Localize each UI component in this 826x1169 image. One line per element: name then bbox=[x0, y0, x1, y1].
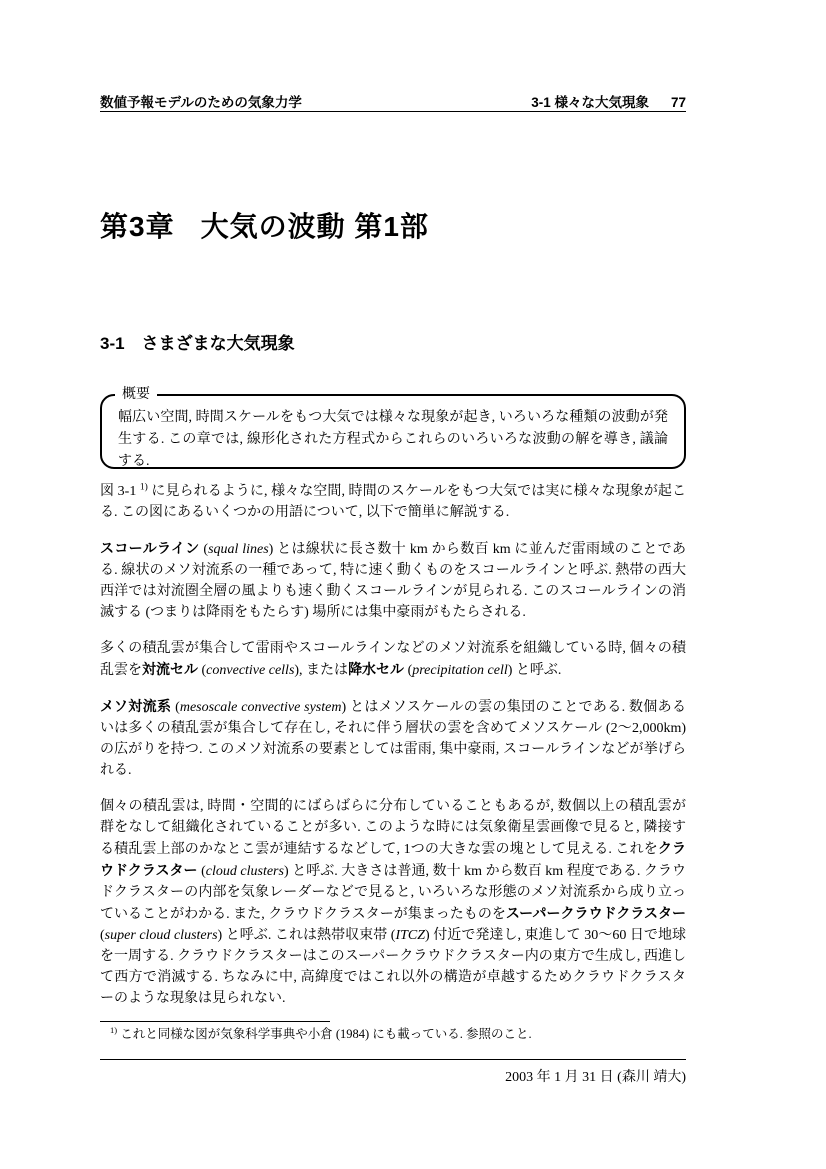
header-right-group bbox=[531, 91, 686, 111]
overview-box-text: 幅広い空間, 時間スケールをもつ大気では様々な現象が起き, いろいろな種類の波動が発生する. この章では, 線形化された方程式からこれらのいろいろな波動の解を導き, 議論する. bbox=[118, 410, 668, 469]
section-title-text: さまざまな大気現象 bbox=[141, 334, 295, 353]
chapter-title-text: 大気の波動 第1部 bbox=[200, 211, 429, 242]
body-text bbox=[100, 481, 686, 1024]
section-number: 3-1 bbox=[100, 334, 125, 353]
chapter-number: 第3章 bbox=[100, 211, 175, 242]
paragraph-convective-cell: 多くの積乱雲が集合して雷雨やスコールラインなどのメソ対流系を組織している時, 個々の積乱雲を対流セル (convective cells), または降水セル (precipitation cell) と呼ぶ. bbox=[100, 641, 686, 678]
header-book-title: 数値予報モデルのための気象力学 bbox=[100, 95, 302, 110]
footnote bbox=[100, 1026, 686, 1043]
page-footer bbox=[100, 1066, 686, 1086]
paragraph-intro: 図 3-1 $^{1)}$ に見られるように, 様々な空間, 時間のスケールをもつ大気では実に様々な現象が起こる. この図にあるいくつかの用語について, 以下で簡単に解説する. bbox=[100, 482, 686, 520]
footnote-rule bbox=[100, 1021, 330, 1022]
footer-date-author: 2003 年 1 月 31 日 (森川 靖大) bbox=[505, 1070, 686, 1085]
paragraph-cloud-cluster: 個々の積乱雲は, 時間・空間的にばらばらに分布していることもあるが, 数個以上の積乱雲が群をなして組織化されていることが多い. このような時には気象衛星雲画像で見ると, 隣接する積乱雲上部のかなとこ雲が連結するなどして, 1つの大きな雲の塊として見える. これをクラウドクラスター (cloud clusters) と呼ぶ. 大きさは普通, 数十 km から数百 km 程度である. クラウドクラスターの内部を気象レーダーなどで見ると, いろいろな形態のメソ対流系から成り立っていることがわかる. また, クラウドクラスターが集まったものをスーパークラウドクラスター (super cloud clusters) と呼ぶ. これは熱帯収束帯 (ITCZ) 付近で発達し, 東進して 30〜60 日で地球を一周する. クラウドクラスターはこのスーパークラウドクラスター内の東方で生成し, 西進して西方で消滅する. ちなみに中, 高緯度ではこれ以外の構造が卓越するためクラウドクラスターのような現象は見られない. bbox=[100, 799, 687, 1006]
page-header bbox=[100, 91, 686, 111]
paragraph-squall-line: スコールライン (squal lines) とは線状に長さ数十 km から数百 km に並んだ雷雨域のことである. 線状のメソ対流系の一種であって, 特に速く動くものをスコールラインと呼ぶ. 熱帯の西大西洋では対流圏全層の風よりも速く動くスコールラインが見られる. このスコールラインの消滅する (つまりは降雨をもたらす) 場所には集中豪雨がもたらされる. bbox=[100, 540, 686, 620]
overview-box bbox=[100, 387, 686, 469]
header-section-ref: 3-1 様々な大気現象 bbox=[531, 95, 649, 110]
paragraph-mesoscale-system: メソ対流系 (mesoscale convective system) とはメソスケールの雲の集団のことである. 数個あるいは多くの積乱雲が集合して存在し, それに伴う層状の雲を含めてメソスケール (2〜2,000km) の広がりを持つ. このメソ対流系の要素としては雷雨, 集中豪雨, スコールラインなどが挙げられる. bbox=[100, 698, 686, 778]
footer-rule bbox=[100, 1059, 686, 1060]
page-number: 77 bbox=[670, 95, 686, 110]
section-heading bbox=[100, 329, 686, 354]
footnote-text: これと同様な図が気象科学事典や小倉 (1984) にも載っている. 参照のこと. bbox=[120, 1027, 532, 1041]
chapter-title bbox=[100, 205, 780, 245]
overview-box-label: 概要 bbox=[115, 386, 157, 404]
footnote-marker: 1) bbox=[110, 1024, 118, 1035]
header-rule bbox=[100, 111, 686, 112]
